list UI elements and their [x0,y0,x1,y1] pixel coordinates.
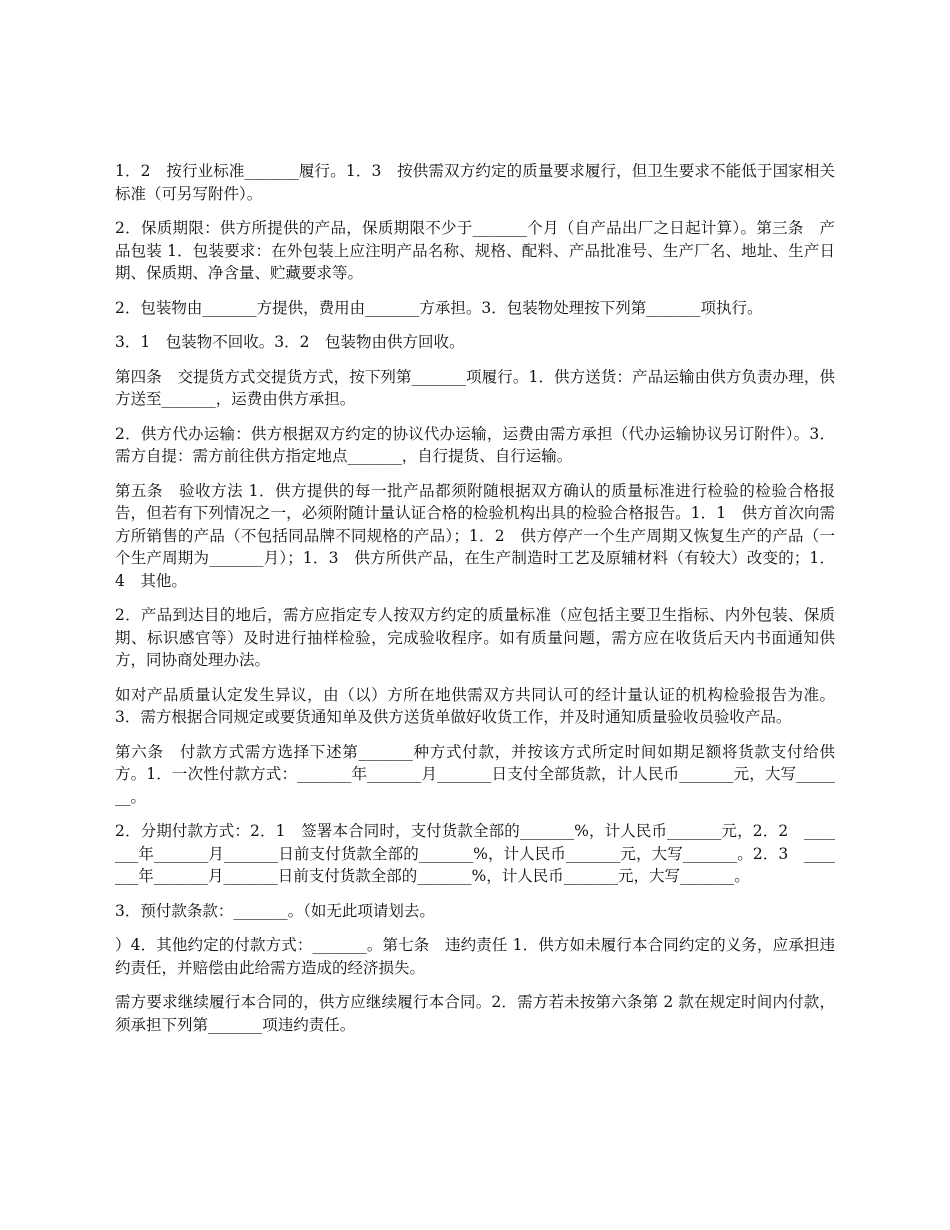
paragraph-10: 第六条 付款方式需方选择下述第_______种方式付款，并按该方式所定时间如期足额将货款支付给供方。1．一次性付款方式：_______年_______月_______日支付全部货款，计人民币_______元，大写_______。 [115,742,835,806]
paragraph-4: 3．1 包装物不回收。3．2 包装物由供方回收。 [115,333,465,351]
paragraph-13: ）4．其他约定的付款方式：_______。第七条 违约责任 1．供方如未履行本合同约定的义务，应承担违约责任，并赔偿由此给需方造成的经济损失。 [115,936,835,977]
paragraph-8: 2．产品到达目的地后，需方应指定专人按双方约定的质量标准（应包括主要卫生指标、内外包装、保质期、标识感官等）及时进行抽样检验，完成验收程序。如有质量问题，需方应在收货后天内书面通知供方，同协商处理办法。 [115,606,835,669]
paragraph-1: 1．2 按行业标准_______履行。1．3 按供需双方约定的质量要求履行，但卫生要求不能低于国家相关标准（可另写附件）。 [115,162,835,203]
document-body [115,160,835,1048]
paragraph-9: 如对产品质量认定发生异议，由（以）方所在地供需双方共同认可的经计量认证的机构检验报告为准。3．需方根据合同规定或要货通知单及供方送货单做好收货工作，并及时通知质量验收员验收产品。 [115,685,835,726]
paragraph-6: 2．供方代办运输：供方根据双方约定的协议代办运输，运费由需方承担（代办运输协议另订附件）。3．需方自提：需方前往供方指定地点_______，自行提货、自行运输。 [115,424,835,465]
paragraph-14: 需方要求继续履行本合同的，供方应继续履行本合同。2．需方若未按第六条第 2 款在规定时间内付款，须承担下列第_______项违约责任。 [115,993,835,1034]
paragraph-5: 第四条 交提货方式交提货方式，按下列第_______项履行。1．供方送货：产品运输由供方负责办理，供方送至_______，运费由供方承担。 [115,367,835,408]
paragraph-12: 3．预付款条款：_______。（如无此项请划去。 [115,901,435,920]
paragraph-2: 2．保质期限：供方所提供的产品，保质期限不少于_______个月（自产品出厂之日起计算）。第三条 产品包装 1．包装要求：在外包装上应注明产品名称、规格、配料、产品批准号、生产厂名、地址、生产日期、保质期、净含量、贮藏要求等。 [115,219,835,282]
paragraph-3: 2．包装物由_______方提供，费用由_______方承担。3．包装物处理按下列第_______项执行。 [115,298,763,317]
paragraph-7: 第五条 验收方法 1．供方提供的每一批产品都须附随根据双方确认的质量标准进行检验的检验合格报告，但若有下列情况之一，必须附随计量认证合格的检验机构出具的检验合格报告。1．1 供方首次向需方所销售的产品（不包括同品牌不同规格的产品）；1．2 供方停产一个生产周期又恢复生产的产品（一个生产周期为_______月）；1．3 供方所供产品，在生产制造时工艺及原辅材料（有较大）改变的；1．4 其他。 [115,481,835,590]
paragraph-11: 2．分期付款方式：2．1 签署本合同时，支付货款全部的_______%，计人民币_______元，2．2 _______年_______月_______日前支付货款全部的_______%，计人民币_______元，大写_______。2．3 _______年_______月_______日前支付货款全部的_______%，计人民币_______元，大写_______。 [115,822,835,885]
